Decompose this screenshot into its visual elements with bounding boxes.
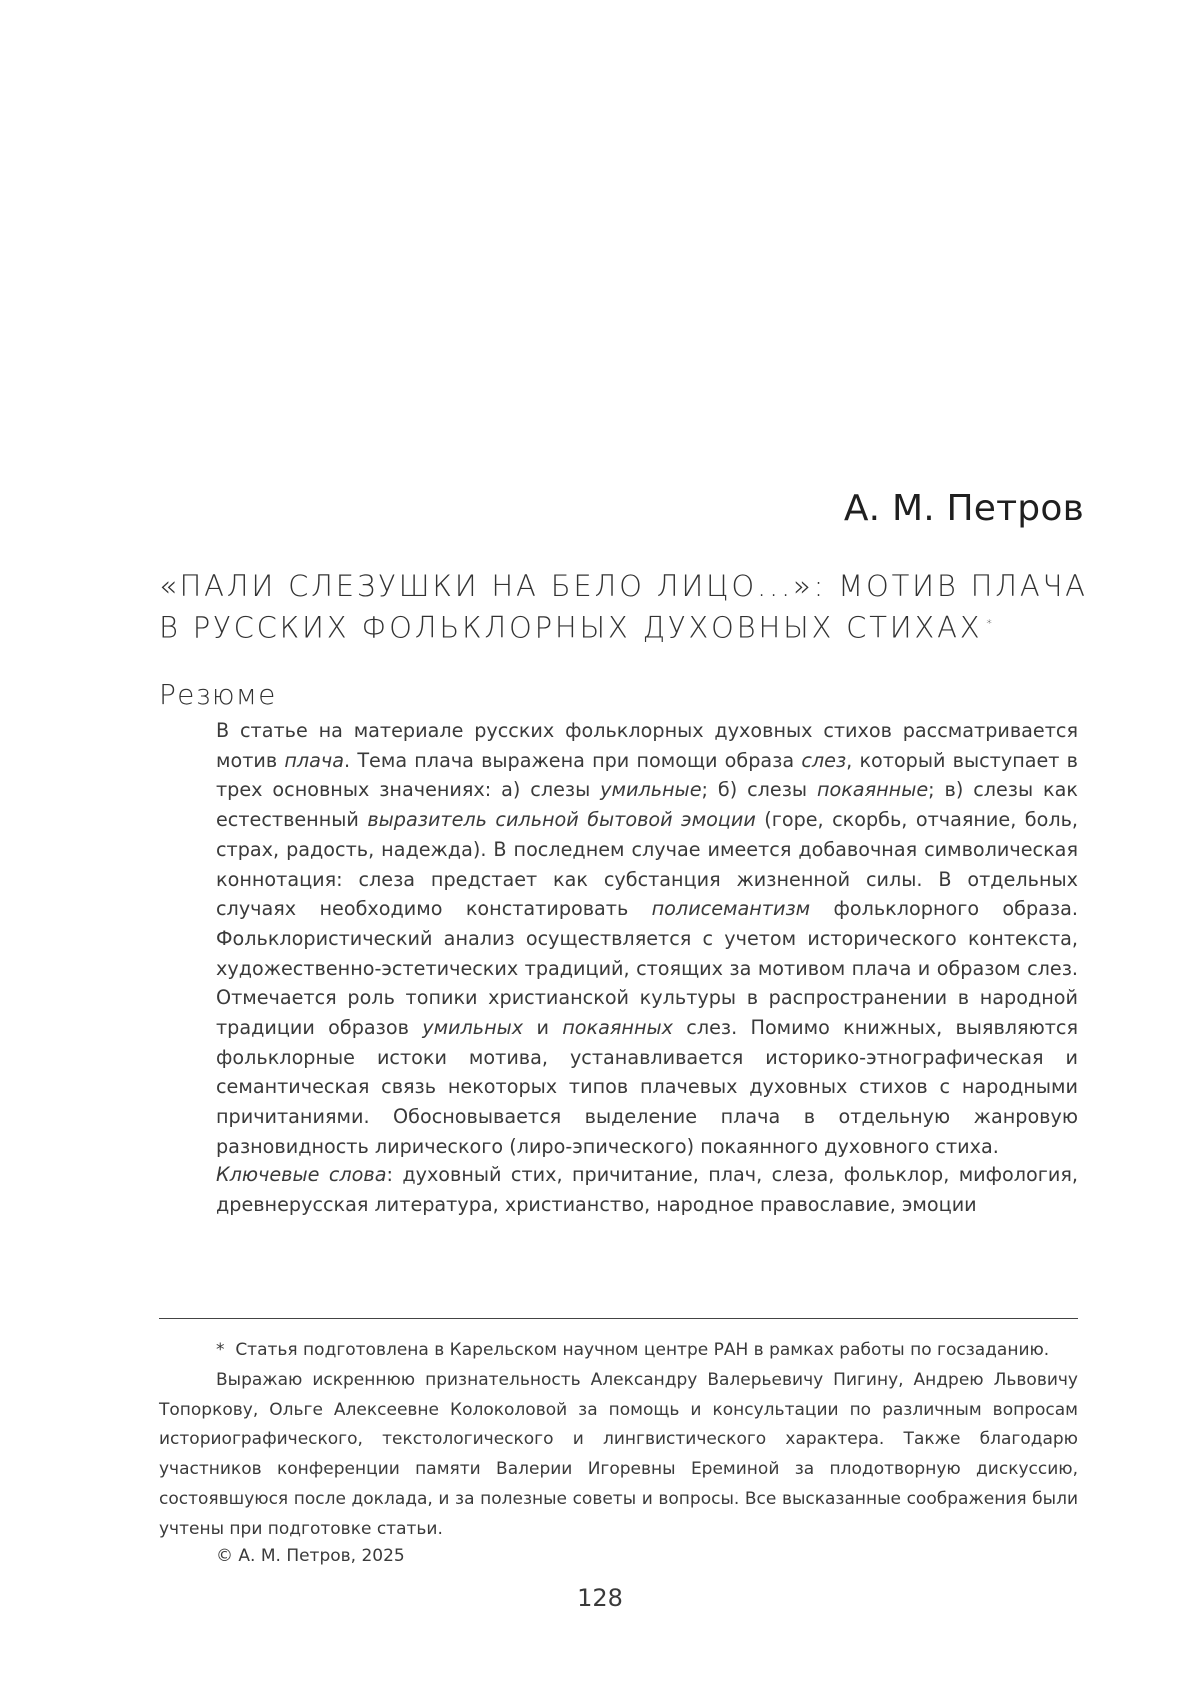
article-page [0, 0, 1200, 1686]
abstract-text: слез. Помимо книжных, выявляются фольклорные истоки мотива, устанавливается историко-этнографическая и семантическая связь некоторых типов плачевых духовных стихов с народными причитаниями. Обосновывается выделение плача в отдельную жанровую разновидность лирического (лиро-эпического) покаянного духовного стиха. [216, 1016, 1078, 1158]
abstract-text: . Тема плача выражена при помощи образа [344, 749, 801, 772]
footnote-divider [159, 1318, 1078, 1319]
title-line-1: «ПАЛИ СЛЕЗУШКИ НА БЕЛО ЛИЦО...»: МОТИВ ПЛАЧА [159, 567, 1099, 605]
abstract-text: и [523, 1016, 562, 1039]
abstract-emphasis: плача [284, 749, 344, 772]
title-line-2 [159, 605, 1099, 647]
abstract-text: В статье на материале русских фольклорных духовных стихов рассматривается мотив [216, 719, 1078, 772]
footnote-marker: * [216, 1340, 225, 1360]
page-number: 128 [0, 1584, 1200, 1612]
abstract-text: ; в) слезы как естественный [216, 778, 1078, 831]
abstract-emphasis: умильные [600, 778, 701, 801]
abstract-emphasis: слез [801, 749, 846, 772]
article-title [159, 567, 1099, 647]
author-name: А. М. Петров [844, 488, 1084, 529]
footnote-acknowledgements: Выражаю искреннюю признательность Александру Валерьевичу Пигину, Андрею Львовичу Топоркову, Ольге Алексеевне Колоколовой за помощь и консультации по различным вопросам историографического, текстологического и лингвистического характера. Также благодарю участников конференции памяти Валерии Игоревны Ереминой за плодотворную дискуссию, состоявшуюся после доклада, и за полезные советы и вопросы. Все высказанные соображения были учтены при подготовке статьи. [159, 1366, 1078, 1545]
footnote-funding: Статья подготовлена в Карельском научном центре РАН в рамках работы по госзаданию. [235, 1340, 1049, 1360]
keywords-label: Ключевые слова [216, 1163, 386, 1186]
abstract-emphasis: умильных [422, 1016, 523, 1039]
abstract-text: фольклорного образа. Фольклористический анализ осуществляется с учетом исторического контекста, художественно-эстетических традиций, стоящих за мотивом плача и образом слез. Отмечается роль топики христианской культуры в распространении в народной традиции образов [216, 897, 1078, 1039]
footnote [159, 1336, 1078, 1545]
abstract-body [216, 716, 1078, 1162]
keywords-list: : духовный стих, причитание, плач, слеза, фольклор, мифология, древнерусская литература, христианство, народное православие, эмоции [216, 1163, 1078, 1216]
abstract-text: , который выступает в трех основных значениях: а) слезы [216, 749, 1078, 802]
abstract-heading: Резюме [159, 678, 277, 711]
footnote-line-1 [159, 1336, 1078, 1366]
keywords [216, 1160, 1078, 1219]
abstract-emphasis: покаянные [817, 778, 928, 801]
title-line-2-text: В РУССКИХ ФОЛЬКЛОРНЫХ ДУХОВНЫХ СТИХАХ [159, 611, 982, 645]
copyright: © А. М. Петров, 2025 [216, 1546, 405, 1566]
abstract-text: ; б) слезы [702, 778, 817, 801]
title-footnote-marker: * [986, 617, 992, 630]
abstract-text: (горе, скорбь, отчаяние, боль, страх, радость, надежда). В последнем случае имеется добавочная символическая коннотация: слеза предстает как субстанция жизненной силы. В отдельных случаях необходимо констатировать [216, 808, 1078, 920]
abstract-emphasis: выразитель сильной бытовой эмоции [367, 808, 755, 831]
abstract-emphasis: полисемантизм [652, 897, 810, 920]
abstract-emphasis: покаянных [562, 1016, 673, 1039]
